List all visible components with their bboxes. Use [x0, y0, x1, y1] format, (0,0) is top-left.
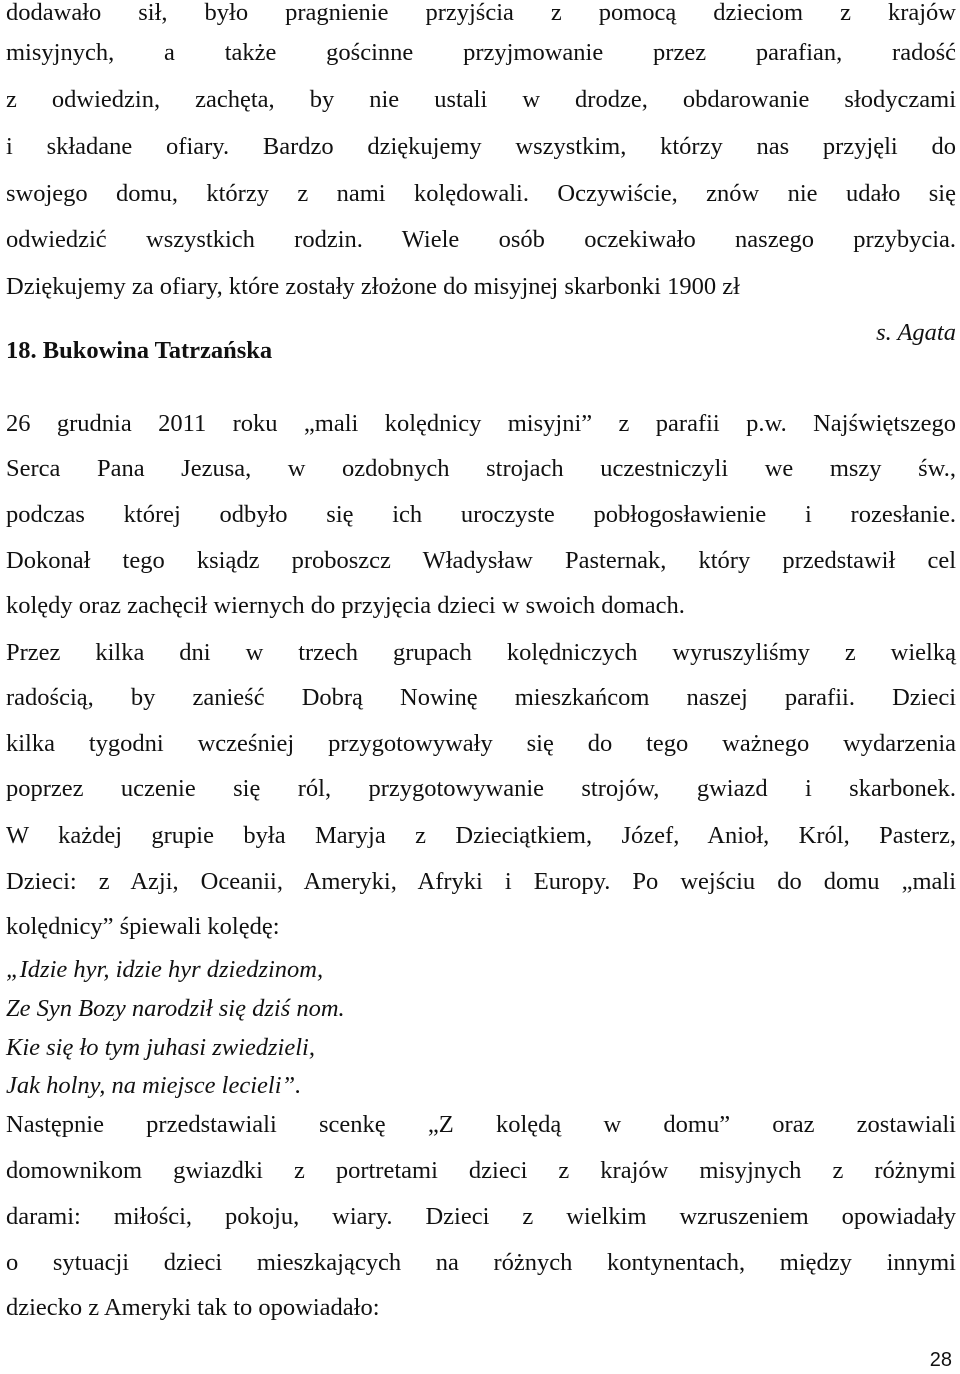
text-line: Przez kilka dni w trzech grupach kolędniczych wyruszyliśmy z wielką — [6, 639, 956, 666]
signature-line: s. Agata — [876, 319, 956, 346]
poem-line: Ze Syn Bozy narodził się dziś nom. — [6, 995, 345, 1022]
poem-line: Kie się ło tym juhasi zwiedzieli, — [6, 1034, 315, 1061]
text-line: radością, by zanieść Dobrą Nowinę mieszkańcom naszej parafii. Dzieci — [6, 684, 956, 711]
text-line: swojego domu, którzy z nami kolędowali. Oczywiście, znów nie udało się — [6, 180, 956, 207]
text-line: Serca Pana Jezusa, w ozdobnych strojach uczestniczyli we mszy św., — [6, 455, 956, 482]
text-line: Dzieci: z Azji, Oceanii, Ameryki, Afryki i Europy. Po wejściu do domu „mali — [6, 868, 956, 895]
text-line: dodawało sił, było pragnienie przyjścia z pomocą dzieciom z krajów — [6, 0, 956, 26]
text-line: Dziękujemy za ofiary, które zostały złożone do misyjnej skarbonki 1900 zł — [6, 273, 740, 300]
text-line: Dokonał tego ksiądz proboszcz Władysław Pasternak, który przedstawił cel — [6, 547, 956, 574]
poem-line: „Idzie hyr, idzie hyr dziedzinom, — [6, 956, 324, 983]
text-line: dziecko z Ameryki tak to opowiadało: — [6, 1294, 380, 1321]
text-line: z odwiedzin, zachęta, by nie ustali w drodze, obdarowanie słodyczami — [6, 86, 956, 113]
text-line: poprzez uczenie się ról, przygotowywanie strojów, gwiazd i skarbonek. — [6, 775, 956, 802]
text-line: 26 grudnia 2011 roku „mali kolędnicy misyjni” z parafii p.w. Najświętszego — [6, 410, 956, 437]
text-line: darami: miłości, pokoju, wiary. Dzieci z wielkim wzruszeniem opowiadały — [6, 1203, 956, 1230]
text-line: podczas której odbyło się ich uroczyste pobłogosławienie i rozesłanie. — [6, 501, 956, 528]
text-line: Następnie przedstawiali scenkę „Z kolędą w domu” oraz zostawiali — [6, 1111, 956, 1138]
text-line: domownikom gwiazdki z portretami dzieci z krajów misyjnych z różnymi — [6, 1157, 956, 1184]
text-line: W każdej grupie była Maryja z Dzieciątkiem, Józef, Anioł, Król, Pasterz, — [6, 822, 956, 849]
section-heading: 18. Bukowina Tatrzańska — [6, 337, 273, 364]
page-number: 28 — [929, 1349, 952, 1371]
text-line: odwiedzić wszystkich rodzin. Wiele osób oczekiwało naszego przybycia. — [6, 226, 956, 253]
text-line: kolędy oraz zachęcił wiernych do przyjęcia dzieci w swoich domach. — [6, 592, 685, 619]
text-line: misyjnych, a także gościnne przyjmowanie przez parafian, radość — [6, 39, 956, 66]
poem-line: Jak holny, na miejsce lecieli”. — [6, 1072, 302, 1099]
text-line: o sytuacji dzieci mieszkających na różnych kontynentach, między innymi — [6, 1249, 956, 1276]
text-line: kolędnicy” śpiewali kolędę: — [6, 913, 280, 940]
text-line: i składane ofiary. Bardzo dziękujemy wszystkim, którzy nas przyjęli do — [6, 133, 956, 160]
text-line: kilka tygodni wcześniej przygotowywały się do tego ważnego wydarzenia — [6, 730, 956, 757]
